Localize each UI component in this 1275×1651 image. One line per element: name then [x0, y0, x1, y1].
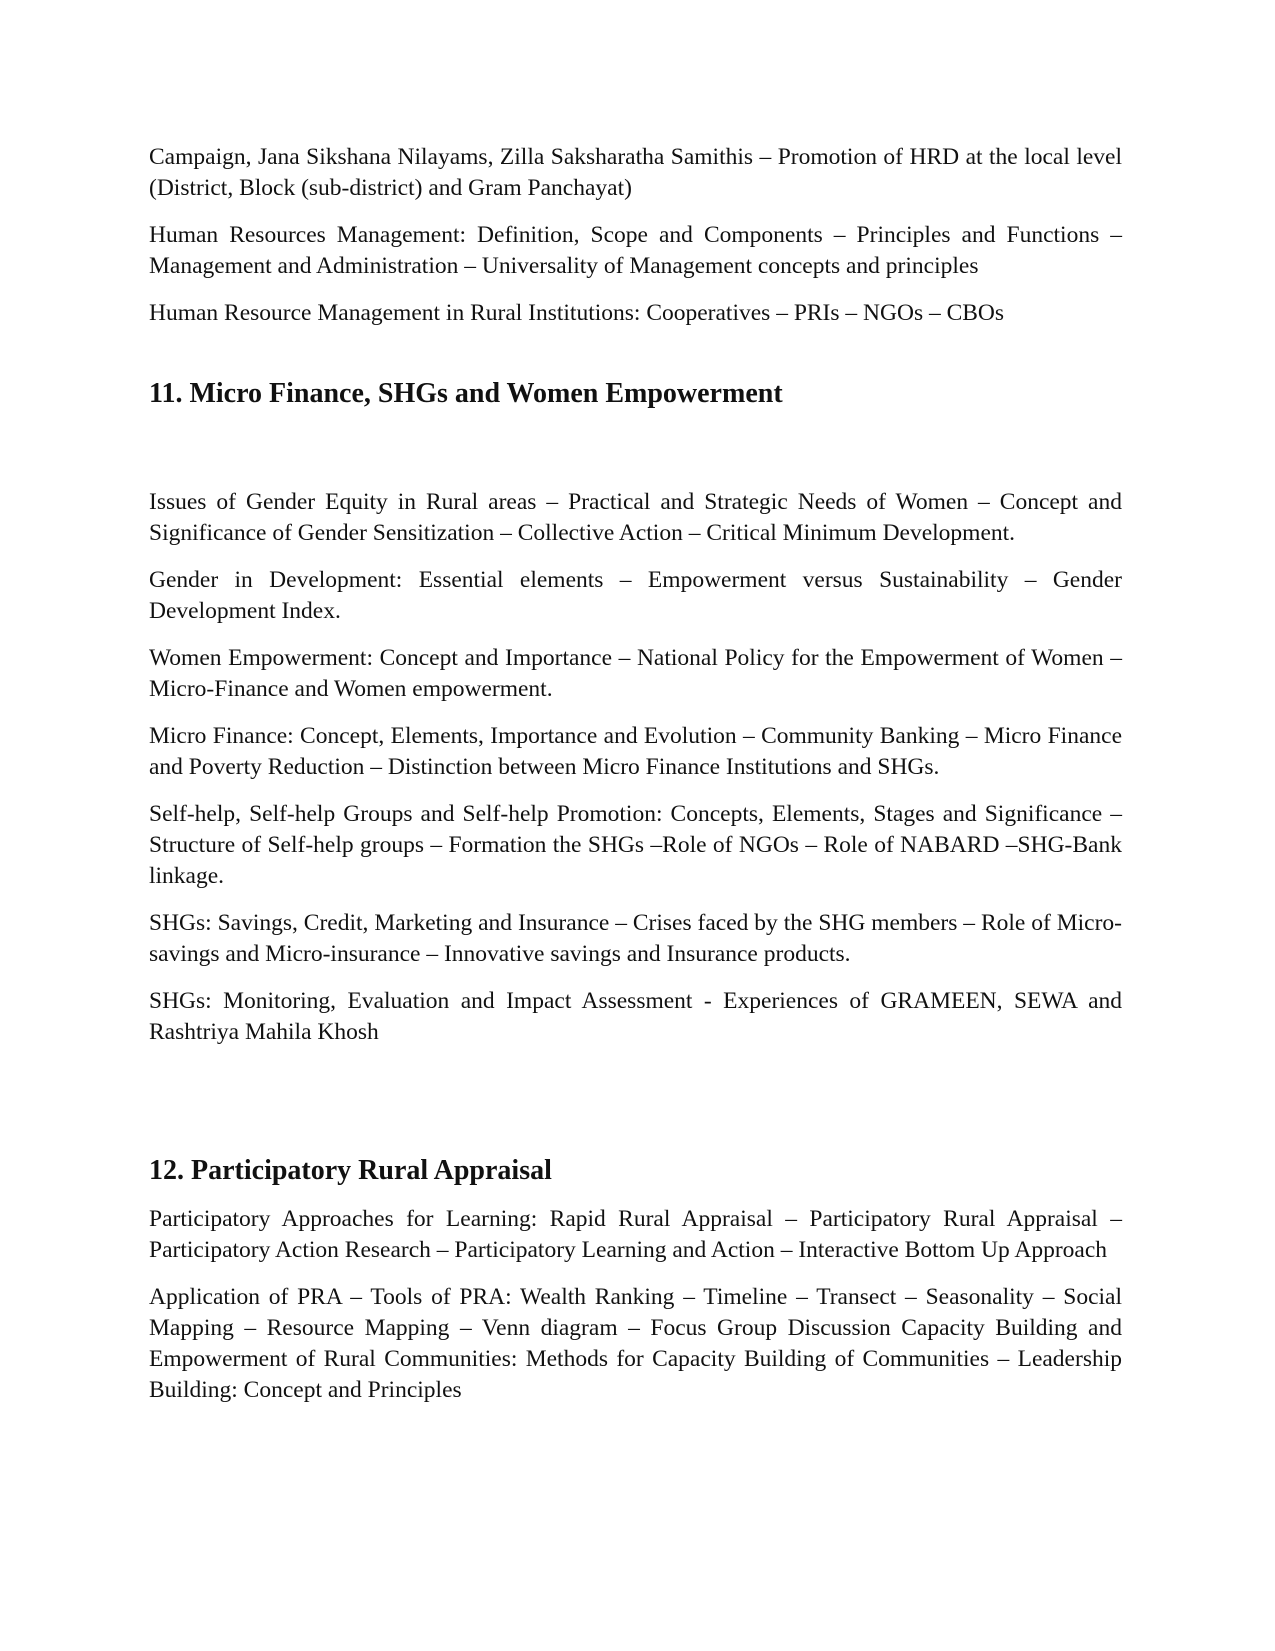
section-11-paragraph-6: SHGs: Savings, Credit, Marketing and Insurance – Crises faced by the SHG members – Role of Micro-savings and Micro-insurance – Innovative savings and Insurance products. [149, 910, 1122, 967]
section-11-heading: 11. Micro Finance, SHGs and Women Empowerment [149, 378, 783, 409]
section-11-paragraph-3: Women Empowerment: Concept and Importance – National Policy for the Empowerment of Women –Micro-Finance and Women empowerment. [149, 645, 1122, 702]
intro-paragraph-1: Campaign, Jana Sikshana Nilayams, Zilla Saksharatha Samithis – Promotion of HRD at the local level (District, Block (sub-district) and Gram Panchayat) [149, 144, 1122, 201]
section-12-paragraph-2: Application of PRA – Tools of PRA: Wealth Ranking – Timeline – Transect – Seasonality – Social Mapping – Resource Mapping – Venn diagram – Focus Group Discussion Capacity Building and Empowerment of Rural Communities: Methods for Capacity Building of Communities – Leadership Building: Concept and Principles [149, 1284, 1122, 1403]
section-11-paragraph-7: SHGs: Monitoring, Evaluation and Impact Assessment - Experiences of GRAMEEN, SEWA and Rashtriya Mahila Khosh [149, 988, 1122, 1045]
section-11-paragraph-1: Issues of Gender Equity in Rural areas – Practical and Strategic Needs of Women – Concept and Significance of Gender Sensitization – Collective Action – Critical Minimum Development. [149, 489, 1122, 546]
section-11-paragraph-2: Gender in Development: Essential elements – Empowerment versus Sustainability – Gender Development Index. [149, 567, 1122, 624]
section-12-heading: 12. Participatory Rural Appraisal [149, 1155, 552, 1186]
document-page [149, 142, 1122, 1422]
intro-paragraph-2: Human Resources Management: Definition, Scope and Components – Principles and Functions – Management and Administration – Universality of Management concepts and principles [149, 222, 1122, 279]
section-12-paragraph-1: Participatory Approaches for Learning: Rapid Rural Appraisal – Participatory Rural Appraisal – Participatory Action Research – Participatory Learning and Action – Interactive Bottom Up Approach [149, 1206, 1122, 1263]
section-11-paragraph-5: Self-help, Self-help Groups and Self-help Promotion: Concepts, Elements, Stages and Significance – Structure of Self-help groups – Formation the SHGs –Role of NGOs – Role of NABARD –SHG-Bank linkage. [149, 801, 1122, 889]
section-11-paragraph-4: Micro Finance: Concept, Elements, Importance and Evolution – Community Banking – Micro Finance and Poverty Reduction – Distinction between Micro Finance Institutions and SHGs. [149, 723, 1122, 780]
intro-paragraph-3: Human Resource Management in Rural Institutions: Cooperatives – PRIs – NGOs – CBOs [149, 300, 1005, 326]
